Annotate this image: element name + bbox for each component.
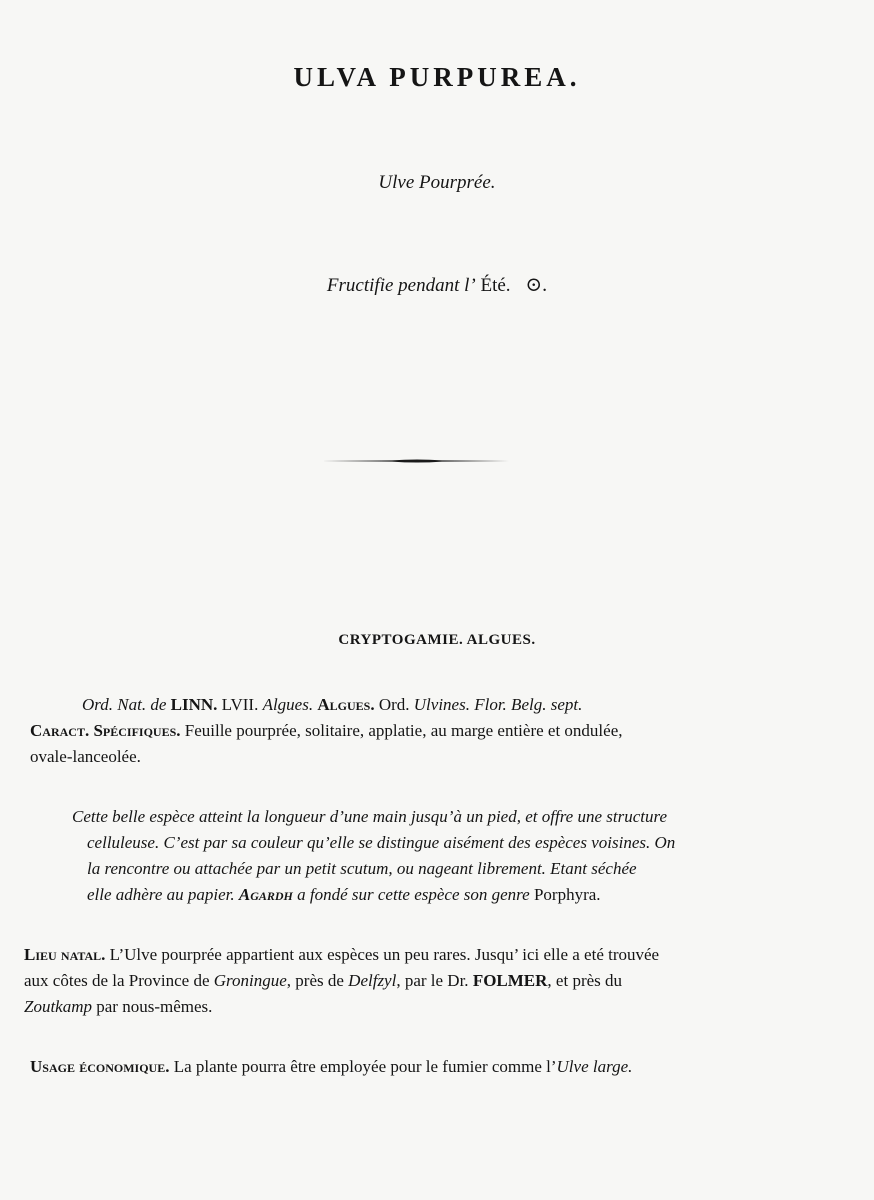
usage-paragraph bbox=[30, 1054, 840, 1080]
text-run: Usage économique. bbox=[30, 1057, 170, 1076]
text-run: , par le Dr. bbox=[396, 971, 473, 990]
text-run: Caract. Spécifiques. bbox=[30, 721, 181, 740]
text-run: Flor. Belg. sept. bbox=[474, 695, 583, 714]
fructification-season: Été. bbox=[480, 275, 511, 296]
common-name-subtitle: Ulve Pourprée. bbox=[378, 172, 496, 193]
usage-line bbox=[30, 1054, 840, 1080]
text-run: elle adhère au papier. bbox=[87, 885, 239, 904]
habitat-line bbox=[24, 968, 844, 994]
text-run: Delfzyl bbox=[348, 971, 397, 990]
text-run: Lieu natal. bbox=[24, 945, 106, 964]
text-run: Zoutkamp bbox=[24, 997, 92, 1016]
text-run: , près de bbox=[286, 971, 349, 990]
text-run: FOLMER bbox=[472, 971, 548, 990]
text-run: Ulvines. bbox=[413, 695, 470, 714]
description-line: celluleuse. C’est par sa couleur qu’elle se distingue aisément des espèces voisines. On bbox=[87, 833, 676, 852]
text-run: a fondé sur cette espèce son genre bbox=[292, 885, 534, 904]
habitat-paragraph bbox=[24, 942, 844, 1020]
text-run: Algues. bbox=[317, 695, 375, 714]
habitat-line bbox=[24, 994, 844, 1020]
text-run: Groningue bbox=[213, 971, 287, 990]
classification-line bbox=[30, 692, 840, 718]
text-run: L’Ulve pourprée appartient aux espèces un peu rares. Jusqu’ ici elle a eté trouvée bbox=[105, 945, 660, 964]
text-run: par nous-mêmes. bbox=[92, 997, 213, 1016]
section-heading: CRYPTOGAMIE. ALGUES. bbox=[338, 632, 536, 648]
specific-characters-line bbox=[30, 718, 840, 744]
text-run: Agardh bbox=[238, 885, 293, 904]
text-run: Ord. Nat. de bbox=[82, 695, 171, 714]
text-run: Ord. bbox=[374, 695, 414, 714]
text-run: Feuille pourprée, solitaire, applatie, au marge entière et ondulée, bbox=[180, 721, 623, 740]
description-line: Cette belle espèce atteint la longueur d’une main jusqu’à un pied, et offre une structure bbox=[72, 807, 668, 826]
fructification-text: Fructifie pendant l’ bbox=[326, 275, 476, 296]
fructification-line bbox=[0, 272, 874, 297]
description-line bbox=[30, 882, 840, 908]
annual-symbol-icon: ⊙. bbox=[525, 274, 548, 296]
specific-characters-continuation: ovale-lanceolée. bbox=[30, 747, 141, 766]
text-run: LVII. bbox=[217, 695, 263, 714]
text-run: Porphyra. bbox=[533, 885, 601, 904]
habitat-line bbox=[24, 942, 844, 968]
description-line: la rencontre ou attachée par un petit scutum, ou nageant librement. Etant séchée bbox=[87, 859, 637, 878]
description-paragraph bbox=[30, 804, 840, 908]
text-run: La plante pourra être employée pour le fumier comme l’ bbox=[169, 1057, 557, 1076]
page-title: ULVA PURPUREA. bbox=[293, 62, 581, 92]
text-run: aux côtes de la Province de bbox=[24, 971, 214, 990]
text-run: Ulve large. bbox=[556, 1057, 633, 1076]
decorative-rule bbox=[322, 458, 512, 464]
text-run: LINN. bbox=[170, 695, 218, 714]
text-run: , et près du bbox=[547, 971, 623, 990]
text-run: Algues. bbox=[262, 695, 314, 714]
classification-block bbox=[30, 692, 840, 770]
